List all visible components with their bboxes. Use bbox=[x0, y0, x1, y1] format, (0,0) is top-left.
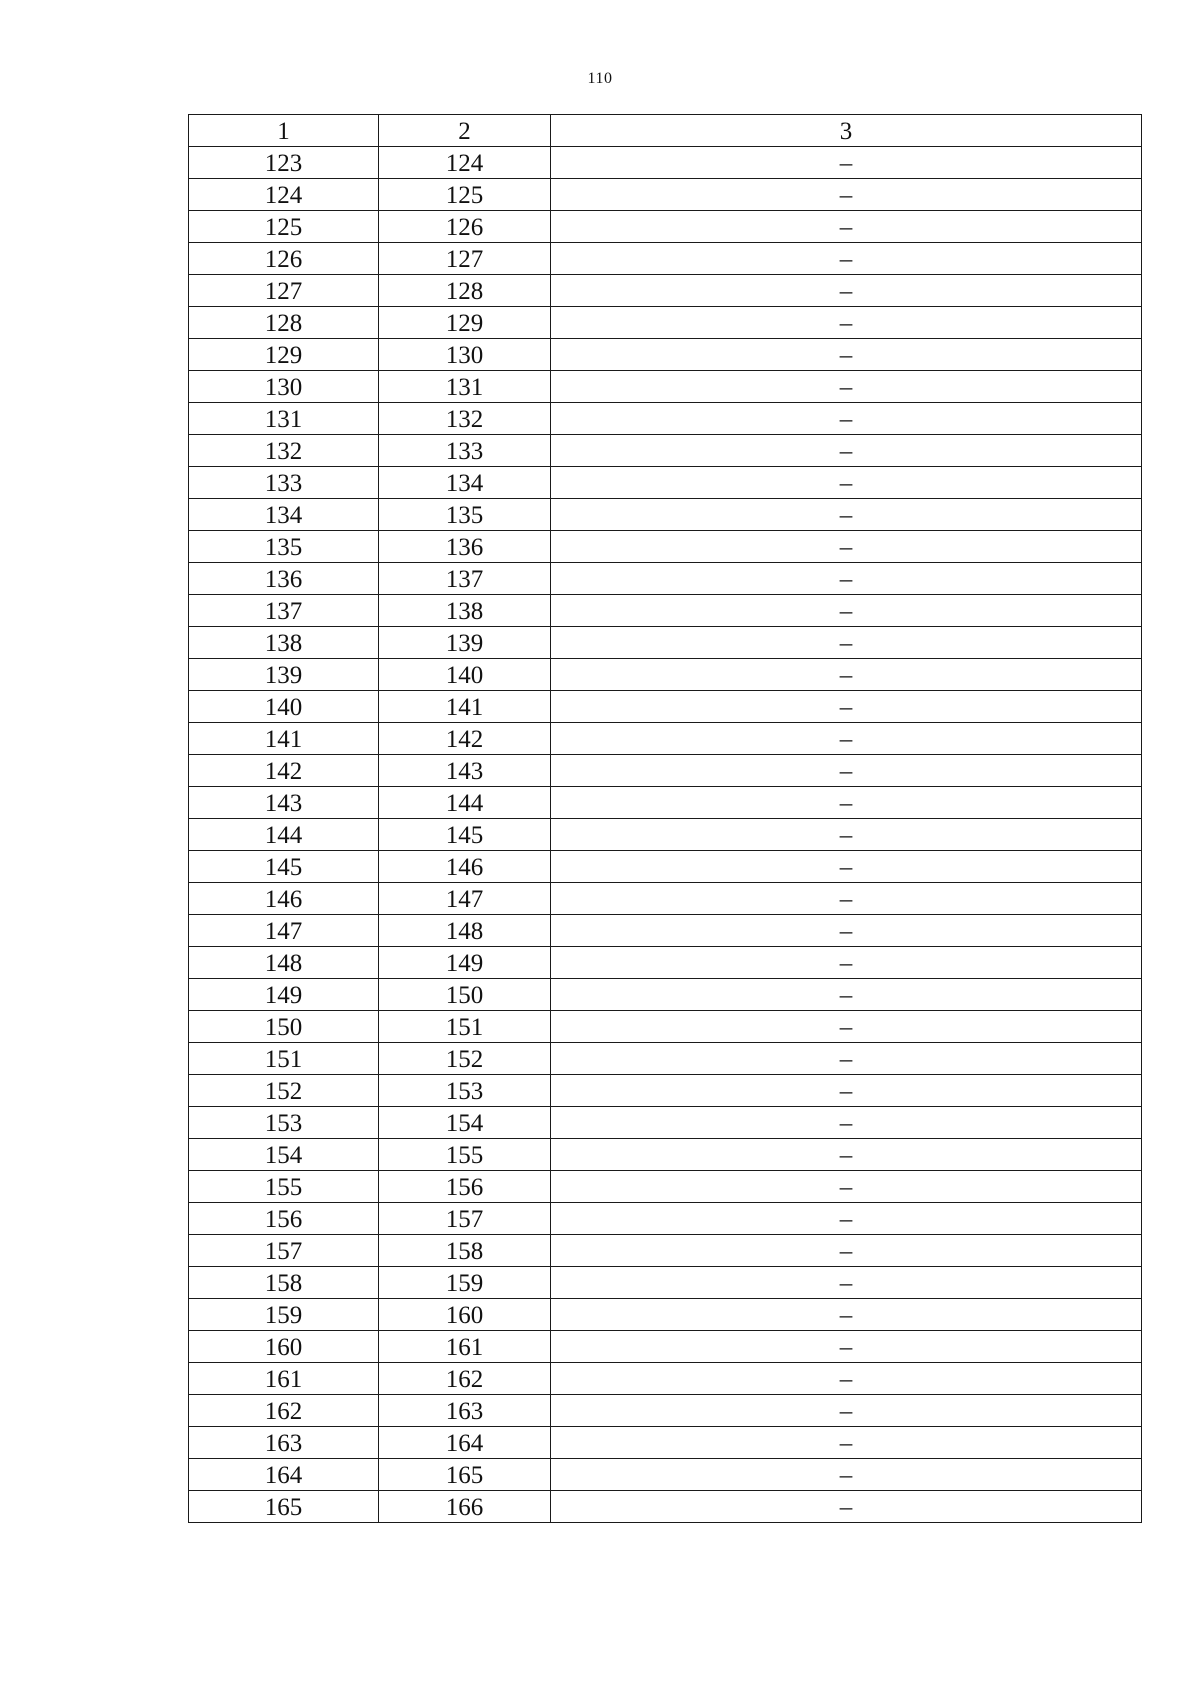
table-row bbox=[189, 243, 1142, 275]
table-cell-col2: 129 bbox=[379, 307, 551, 339]
table-cell-col1: 134 bbox=[189, 499, 379, 531]
table-row bbox=[189, 1427, 1142, 1459]
table-cell-col2: 148 bbox=[379, 915, 551, 947]
table-cell-col1: 165 bbox=[189, 1491, 379, 1523]
table-cell-col3: – bbox=[551, 1395, 1142, 1427]
table-body bbox=[189, 115, 1142, 1523]
table-cell-col3: – bbox=[551, 947, 1142, 979]
table-cell-col1: 132 bbox=[189, 435, 379, 467]
table-cell-col2: 138 bbox=[379, 595, 551, 627]
table-cell-col1: 123 bbox=[189, 147, 379, 179]
table-cell-col2: 161 bbox=[379, 1331, 551, 1363]
table-cell-col1: 154 bbox=[189, 1139, 379, 1171]
table-row bbox=[189, 1171, 1142, 1203]
table-cell-col2: 133 bbox=[379, 435, 551, 467]
table-cell-col1: 150 bbox=[189, 1011, 379, 1043]
table-cell-col1: 145 bbox=[189, 851, 379, 883]
table-cell-col3: – bbox=[551, 595, 1142, 627]
table-cell-col1: 129 bbox=[189, 339, 379, 371]
table-cell-col1: 151 bbox=[189, 1043, 379, 1075]
table-cell-col1: 136 bbox=[189, 563, 379, 595]
table-cell-col1: 140 bbox=[189, 691, 379, 723]
table-cell-col3: – bbox=[551, 627, 1142, 659]
table-row bbox=[189, 627, 1142, 659]
table-row bbox=[189, 339, 1142, 371]
table-cell-col2: 126 bbox=[379, 211, 551, 243]
table-cell-col3: – bbox=[551, 915, 1142, 947]
table-row bbox=[189, 1299, 1142, 1331]
table-cell-col2: 144 bbox=[379, 787, 551, 819]
table-row bbox=[189, 723, 1142, 755]
table-row bbox=[189, 1267, 1142, 1299]
page-number: 110 bbox=[587, 70, 613, 87]
table-cell-col1: 155 bbox=[189, 1171, 379, 1203]
table-cell-col2: 137 bbox=[379, 563, 551, 595]
column-header-1: 1 bbox=[189, 115, 379, 147]
table-cell-col2: 130 bbox=[379, 339, 551, 371]
table-row bbox=[189, 1203, 1142, 1235]
table-row bbox=[189, 915, 1142, 947]
table-cell-col1: 162 bbox=[189, 1395, 379, 1427]
table-cell-col1: 152 bbox=[189, 1075, 379, 1107]
data-table bbox=[188, 114, 1142, 1523]
table-row bbox=[189, 1075, 1142, 1107]
table-cell-col2: 128 bbox=[379, 275, 551, 307]
table-cell-col1: 141 bbox=[189, 723, 379, 755]
table-cell-col3: – bbox=[551, 307, 1142, 339]
table-cell-col2: 156 bbox=[379, 1171, 551, 1203]
table-cell-col2: 139 bbox=[379, 627, 551, 659]
table-cell-col1: 128 bbox=[189, 307, 379, 339]
table-cell-col2: 136 bbox=[379, 531, 551, 563]
table-cell-col3: – bbox=[551, 883, 1142, 915]
table-cell-col3: – bbox=[551, 979, 1142, 1011]
table-row bbox=[189, 1459, 1142, 1491]
table-row bbox=[189, 499, 1142, 531]
table-cell-col3: – bbox=[551, 691, 1142, 723]
table-cell-col1: 127 bbox=[189, 275, 379, 307]
table-cell-col1: 131 bbox=[189, 403, 379, 435]
table-cell-col3: – bbox=[551, 211, 1142, 243]
table-cell-col3: – bbox=[551, 531, 1142, 563]
table-cell-col3: – bbox=[551, 179, 1142, 211]
table-row bbox=[189, 435, 1142, 467]
table-row bbox=[189, 403, 1142, 435]
table-cell-col3: – bbox=[551, 723, 1142, 755]
table-cell-col2: 159 bbox=[379, 1267, 551, 1299]
table-cell-col2: 162 bbox=[379, 1363, 551, 1395]
table-row bbox=[189, 659, 1142, 691]
table-cell-col1: 163 bbox=[189, 1427, 379, 1459]
table-row bbox=[189, 691, 1142, 723]
table-row bbox=[189, 307, 1142, 339]
table-cell-col3: – bbox=[551, 243, 1142, 275]
table-cell-col3: – bbox=[551, 563, 1142, 595]
table-row bbox=[189, 1139, 1142, 1171]
table-cell-col2: 147 bbox=[379, 883, 551, 915]
table-row bbox=[189, 819, 1142, 851]
table-cell-col1: 142 bbox=[189, 755, 379, 787]
table-cell-col3: – bbox=[551, 1107, 1142, 1139]
table-cell-col3: – bbox=[551, 275, 1142, 307]
table-row bbox=[189, 275, 1142, 307]
table-cell-col1: 130 bbox=[189, 371, 379, 403]
table-cell-col3: – bbox=[551, 1299, 1142, 1331]
table-cell-col2: 150 bbox=[379, 979, 551, 1011]
table-cell-col3: – bbox=[551, 1491, 1142, 1523]
table-cell-col3: – bbox=[551, 467, 1142, 499]
table-cell-col3: – bbox=[551, 819, 1142, 851]
table-cell-col2: 131 bbox=[379, 371, 551, 403]
table-cell-col3: – bbox=[551, 1011, 1142, 1043]
table-cell-col1: 157 bbox=[189, 1235, 379, 1267]
table-cell-col1: 158 bbox=[189, 1267, 379, 1299]
table-cell-col3: – bbox=[551, 1043, 1142, 1075]
table-cell-col1: 164 bbox=[189, 1459, 379, 1491]
table-cell-col3: – bbox=[551, 1459, 1142, 1491]
table-cell-col2: 134 bbox=[379, 467, 551, 499]
table-cell-col3: – bbox=[551, 1331, 1142, 1363]
table-cell-col2: 163 bbox=[379, 1395, 551, 1427]
table-cell-col3: – bbox=[551, 1075, 1142, 1107]
table-cell-col2: 151 bbox=[379, 1011, 551, 1043]
table-row bbox=[189, 595, 1142, 627]
table-row bbox=[189, 787, 1142, 819]
table-cell-col2: 142 bbox=[379, 723, 551, 755]
table-cell-col2: 155 bbox=[379, 1139, 551, 1171]
table-cell-col1: 146 bbox=[189, 883, 379, 915]
table-cell-col1: 149 bbox=[189, 979, 379, 1011]
table-cell-col1: 137 bbox=[189, 595, 379, 627]
table-cell-col2: 140 bbox=[379, 659, 551, 691]
table-cell-col3: – bbox=[551, 1363, 1142, 1395]
table-row bbox=[189, 1043, 1142, 1075]
table-cell-col3: – bbox=[551, 787, 1142, 819]
table-cell-col2: 143 bbox=[379, 755, 551, 787]
table-cell-col2: 145 bbox=[379, 819, 551, 851]
table-row bbox=[189, 1331, 1142, 1363]
table-cell-col2: 124 bbox=[379, 147, 551, 179]
table-cell-col3: – bbox=[551, 1171, 1142, 1203]
table-row bbox=[189, 1363, 1142, 1395]
table-row bbox=[189, 1395, 1142, 1427]
table-row bbox=[189, 531, 1142, 563]
table-cell-col2: 146 bbox=[379, 851, 551, 883]
table-cell-col2: 157 bbox=[379, 1203, 551, 1235]
table-cell-col3: – bbox=[551, 851, 1142, 883]
table-cell-col2: 165 bbox=[379, 1459, 551, 1491]
table-cell-col1: 161 bbox=[189, 1363, 379, 1395]
table-cell-col3: – bbox=[551, 403, 1142, 435]
table-row bbox=[189, 1235, 1142, 1267]
table-cell-col2: 160 bbox=[379, 1299, 551, 1331]
table-row bbox=[189, 147, 1142, 179]
table-row bbox=[189, 1107, 1142, 1139]
table-row bbox=[189, 1491, 1142, 1523]
table-cell-col1: 138 bbox=[189, 627, 379, 659]
table-cell-col2: 127 bbox=[379, 243, 551, 275]
table-cell-col1: 124 bbox=[189, 179, 379, 211]
table-row bbox=[189, 211, 1142, 243]
table-cell-col2: 141 bbox=[379, 691, 551, 723]
table-cell-col1: 143 bbox=[189, 787, 379, 819]
table-cell-col3: – bbox=[551, 1203, 1142, 1235]
table-cell-col3: – bbox=[551, 1139, 1142, 1171]
table-cell-col1: 135 bbox=[189, 531, 379, 563]
table-cell-col1: 133 bbox=[189, 467, 379, 499]
table-cell-col1: 139 bbox=[189, 659, 379, 691]
table-row bbox=[189, 883, 1142, 915]
table-cell-col3: – bbox=[551, 435, 1142, 467]
table-cell-col2: 149 bbox=[379, 947, 551, 979]
table-cell-col1: 125 bbox=[189, 211, 379, 243]
table-cell-col1: 156 bbox=[189, 1203, 379, 1235]
table-cell-col3: – bbox=[551, 147, 1142, 179]
table-cell-col3: – bbox=[551, 1235, 1142, 1267]
table-cell-col2: 154 bbox=[379, 1107, 551, 1139]
table-cell-col1: 126 bbox=[189, 243, 379, 275]
table-cell-col2: 166 bbox=[379, 1491, 551, 1523]
table-cell-col2: 164 bbox=[379, 1427, 551, 1459]
table-cell-col2: 153 bbox=[379, 1075, 551, 1107]
table-row bbox=[189, 467, 1142, 499]
table-cell-col3: – bbox=[551, 755, 1142, 787]
table-cell-col1: 147 bbox=[189, 915, 379, 947]
table-cell-col3: – bbox=[551, 499, 1142, 531]
table-row bbox=[189, 979, 1142, 1011]
table-cell-col3: – bbox=[551, 1267, 1142, 1299]
table-row bbox=[189, 755, 1142, 787]
table-row bbox=[189, 1011, 1142, 1043]
column-header-3: 3 bbox=[551, 115, 1142, 147]
table-cell-col1: 153 bbox=[189, 1107, 379, 1139]
table-cell-col1: 144 bbox=[189, 819, 379, 851]
table-row bbox=[189, 179, 1142, 211]
table-cell-col3: – bbox=[551, 1427, 1142, 1459]
table-cell-col3: – bbox=[551, 371, 1142, 403]
table-row bbox=[189, 947, 1142, 979]
table-cell-col1: 160 bbox=[189, 1331, 379, 1363]
table-cell-col1: 159 bbox=[189, 1299, 379, 1331]
table-cell-col2: 152 bbox=[379, 1043, 551, 1075]
table-row bbox=[189, 563, 1142, 595]
table-cell-col2: 125 bbox=[379, 179, 551, 211]
table-cell-col3: – bbox=[551, 339, 1142, 371]
table-cell-col2: 135 bbox=[379, 499, 551, 531]
table-cell-col3: – bbox=[551, 659, 1142, 691]
column-header-2: 2 bbox=[379, 115, 551, 147]
table-cell-col2: 158 bbox=[379, 1235, 551, 1267]
table-row bbox=[189, 851, 1142, 883]
table-cell-col1: 148 bbox=[189, 947, 379, 979]
table-row bbox=[189, 371, 1142, 403]
table-cell-col2: 132 bbox=[379, 403, 551, 435]
table-header-row bbox=[189, 115, 1142, 147]
